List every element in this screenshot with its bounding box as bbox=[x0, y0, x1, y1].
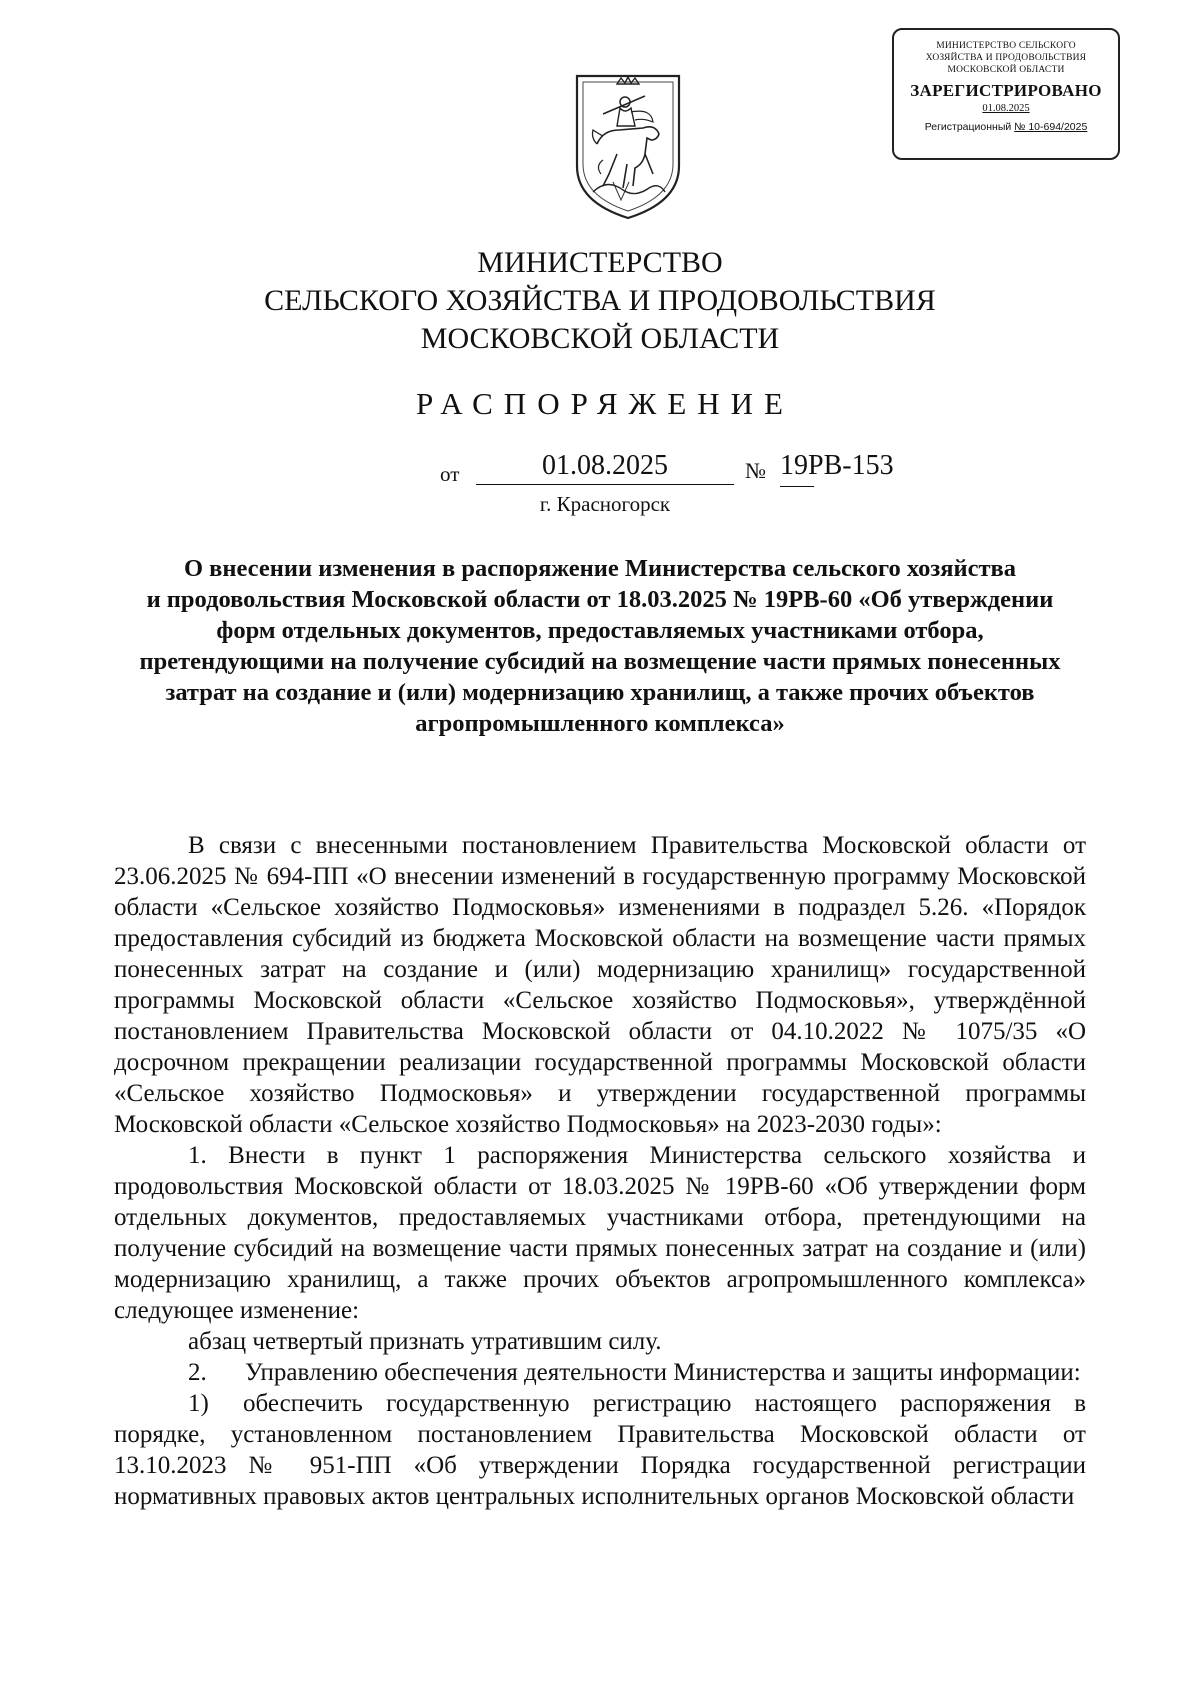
body-paragraph-1: В связи с внесенными постановлением Правительства Московской области от 23.06.2025 № 694-ПП «О внесении изменений в государственную программу Московской области «Сельское хозяйство Подмосковья» изменениями в подраздел 5.26. «Порядок предоставления субсидий из бюджета Московской области на возмещение части прямых понесенных затрат на создание и (или) модернизацию хранилищ» государственной программы Московской области «Сельское хозяйство Подмосковья», утверждённой постановлением Правительства Московской области от 04.10.2022 № 1075/35 «О досрочном прекращении реализации государственной программы Московской области «Сельское хозяйство Подмосковья» и утверждении государственной программы Московской области «Сельское хозяйство Подмосковья» на 2023-2030 годы»: bbox=[114, 832, 1086, 1138]
number-prefix: № bbox=[745, 458, 766, 483]
paragraph-5-number: 1) bbox=[188, 1390, 209, 1417]
title-line-2: и продовольствия Московской области от 18.03.2025 № 19РВ-60 «Об утверждении bbox=[146, 586, 1054, 613]
ministry-line-2: СЕЛЬСКОГО ХОЗЯЙСТВА И ПРОДОВОЛЬСТВИЯ bbox=[264, 284, 936, 317]
title-line-5: затрат на создание и (или) модернизацию хранилищ, а также прочих объектов bbox=[165, 679, 1035, 706]
stamp-line-2: ХОЗЯЙСТВА И ПРОДОВОЛЬСТВИЯ bbox=[925, 53, 1087, 63]
stamp-date: 01.08.2025 bbox=[982, 103, 1030, 114]
ministry-name bbox=[0, 244, 1200, 358]
stamp-line-3: МОСКОВСКОЙ ОБЛАСТИ bbox=[947, 65, 1065, 75]
ministry-line-3: МОСКОВСКОЙ ОБЛАСТИ bbox=[420, 322, 780, 355]
date-number-row bbox=[0, 448, 1200, 488]
document-title bbox=[130, 553, 1070, 739]
paragraph-4-text: Управлению обеспечения деятельности Министерства и защиты информации: bbox=[245, 1359, 1081, 1386]
document-body bbox=[114, 830, 1086, 1512]
stamp-status: ЗАРЕГИСТРИРОВАНО bbox=[910, 81, 1102, 100]
document-date: 01.08.2025 bbox=[476, 448, 734, 485]
number-underline bbox=[780, 486, 814, 487]
stamp-reg-label: Регистрационный bbox=[924, 121, 1012, 133]
title-line-4: претендующими на получение субсидий на возмещение части прямых понесенных bbox=[139, 648, 1061, 675]
document-city: г. Красногорск bbox=[539, 492, 671, 516]
title-line-3: форм отдельных документов, предоставляемых участниками отбора, bbox=[216, 617, 984, 644]
body-paragraph-3: абзац четвертый признать утратившим силу. bbox=[188, 1328, 662, 1355]
coat-of-arms-icon bbox=[573, 74, 683, 220]
body-paragraph-2: 1. Внести в пункт 1 распоряжения Министерства сельского хозяйства и продовольствия Московской области от 18.03.2025 № 19РВ-60 «Об утверждении форм отдельных документов, предоставляемых участниками отбора, претендующими на получение субсидий на возмещение части прямых понесенных затрат на создание и (или) модернизацию хранилищ, а также прочих объектов агропромышленного комплекса» следующее изменение: bbox=[114, 1142, 1086, 1324]
coat-of-arms-emblem bbox=[573, 74, 683, 220]
registration-stamp bbox=[892, 28, 1120, 160]
paragraph-4-number: 2. bbox=[188, 1359, 207, 1386]
body-paragraph-4 bbox=[114, 1357, 1086, 1388]
stamp-reg-number: № 10-694/2025 bbox=[1014, 121, 1088, 133]
stamp-line-1: МИНИСТЕРСТВО СЕЛЬСКОГО bbox=[936, 41, 1076, 51]
document-type: РАСПОРЯЖЕНИЕ bbox=[416, 386, 794, 421]
body-paragraph-5 bbox=[114, 1388, 1086, 1512]
date-prefix: от bbox=[440, 462, 460, 486]
stamp-registration bbox=[894, 119, 1118, 135]
title-line-6: агропромышленного комплекса» bbox=[415, 710, 785, 737]
document-number: 19РВ-153 bbox=[780, 450, 894, 481]
paragraph-5-text: обеспечить государственную регистрацию настоящего распоряжения в порядке, установленном постановлением Правительства Московской области от 13.10.2023 № 951-ПП «Об утверждении Порядка государственной регистрации нормативных правовых актов центральных исполнительных органов Московской области bbox=[114, 1390, 1086, 1510]
ministry-line-1: МИНИСТЕРСТВО bbox=[477, 246, 723, 279]
title-line-1: О внесении изменения в распоряжение Министерства сельского хозяйства bbox=[183, 555, 1017, 582]
